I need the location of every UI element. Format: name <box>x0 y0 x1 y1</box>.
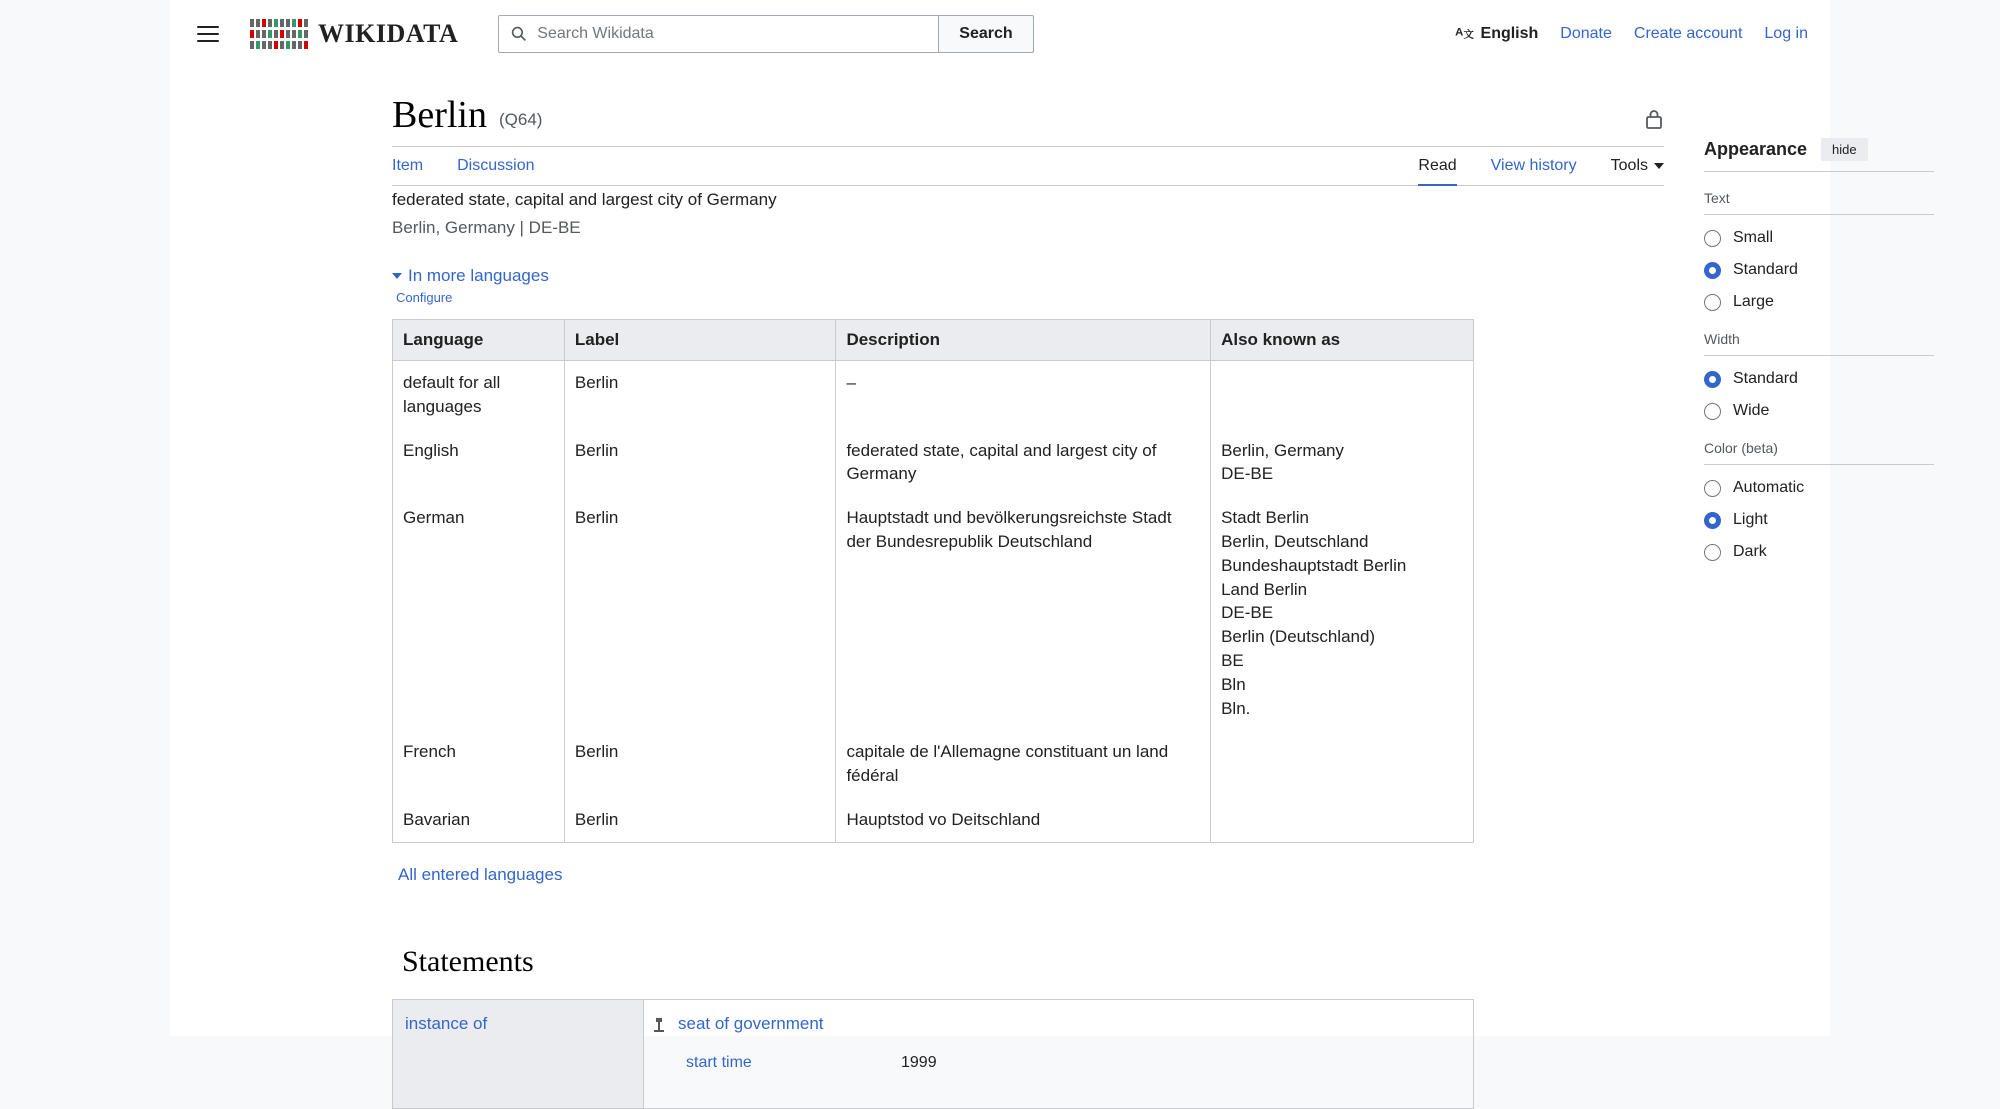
statement-property <box>393 1000 644 1108</box>
alias-entry: Berlin (Deutschland) <box>1221 627 1376 647</box>
radio-width-standard[interactable] <box>1704 370 1934 388</box>
radio-indicator[interactable] <box>1704 544 1721 561</box>
namespace-tabs <box>392 157 534 175</box>
statements-heading: Statements <box>402 944 534 978</box>
search-input[interactable] <box>535 24 938 44</box>
radio-indicator[interactable] <box>1704 480 1721 497</box>
tabs-row <box>392 157 1664 186</box>
radio-label: Automatic <box>1733 479 1805 496</box>
create-account-link[interactable]: Create account <box>1633 25 1743 42</box>
language-terms-table <box>392 319 1474 843</box>
appearance-group-width <box>1704 331 1934 420</box>
entity-description: federated state, capital and largest city of Germany <box>392 190 777 209</box>
column-header-label: Label <box>564 320 836 361</box>
tab-view-history[interactable]: View history <box>1490 157 1577 174</box>
cell-also-known-as <box>1211 730 1474 798</box>
svg-text:A: A <box>1454 25 1463 38</box>
radio-width-wide[interactable] <box>1704 402 1934 420</box>
in-more-languages-toggle[interactable] <box>392 266 1692 286</box>
radio-label: Large <box>1733 293 1774 310</box>
tab-item[interactable]: Item <box>392 157 424 174</box>
search-icon <box>511 26 527 42</box>
hamburger-line <box>197 26 219 28</box>
column-header-language: Language <box>393 320 565 361</box>
radio-color-dark[interactable] <box>1704 543 1934 561</box>
tools-dropdown[interactable] <box>1611 157 1664 175</box>
cell-label: Berlin <box>564 730 836 798</box>
statement-value-link[interactable]: seat of government <box>678 1013 824 1033</box>
table-header-row <box>393 320 1474 361</box>
hamburger-line <box>197 33 219 35</box>
tab-discussion[interactable]: Discussion <box>457 157 535 174</box>
appearance-header <box>1704 138 1934 172</box>
search-box[interactable] <box>498 15 938 53</box>
appearance-group-text <box>1704 190 1934 311</box>
translate-icon <box>1455 24 1474 45</box>
alias-entry: Stadt Berlin <box>1221 508 1309 528</box>
caret-down-icon <box>392 273 402 279</box>
table-row <box>393 429 1474 497</box>
log-in-link[interactable]: Log in <box>1764 25 1808 42</box>
statement-property-link[interactable]: instance of <box>405 1013 488 1033</box>
radio-indicator[interactable] <box>1704 403 1721 420</box>
alias-entry: Bln <box>1221 674 1246 694</box>
radio-indicator[interactable] <box>1704 230 1721 247</box>
table-row <box>393 496 1474 730</box>
cell-label: Berlin <box>564 429 836 497</box>
group-title-color: Color (beta) <box>1704 440 1934 465</box>
alias-entry: Land Berlin <box>1221 579 1308 599</box>
group-title-text: Text <box>1704 190 1934 215</box>
entity-body <box>392 190 1692 1109</box>
main-menu-icon[interactable] <box>186 12 230 56</box>
radio-color-automatic[interactable] <box>1704 479 1934 497</box>
radio-label: Standard <box>1733 370 1798 387</box>
cell-language: Bavarian <box>393 798 565 842</box>
qualifier-value: 1999 <box>901 1053 937 1071</box>
qualifier-property-link[interactable]: start time <box>686 1053 752 1071</box>
radio-label: Wide <box>1733 402 1770 419</box>
alias-entry: Bundeshauptstadt Berlin <box>1221 555 1407 575</box>
entity-aliases: Berlin, Germany | DE-BE <box>392 218 581 237</box>
view-tabs <box>1418 157 1664 175</box>
appearance-title: Appearance <box>1704 139 1808 159</box>
statement-qualifier-row <box>644 1054 1473 1072</box>
alias-entry: BE <box>1221 650 1244 670</box>
column-header-also-known-as: Also known as <box>1211 320 1474 361</box>
cell-language: German <box>393 496 565 730</box>
group-title-width: Width <box>1704 331 1934 356</box>
alias-entry: DE-BE <box>1221 464 1274 484</box>
alias-entry: DE-BE <box>1221 603 1274 623</box>
page-title: Berlin <box>392 94 487 136</box>
configure-link[interactable]: Configure <box>396 290 453 305</box>
language-label: English <box>1480 25 1539 42</box>
radio-indicator-selected[interactable] <box>1704 371 1721 388</box>
alias-entry: Berlin, Germany <box>1221 440 1344 460</box>
table-row <box>393 361 1474 429</box>
cell-also-known-as <box>1211 496 1474 730</box>
alias-entry: Berlin, Deutschland <box>1221 531 1369 551</box>
wikidata-barcode-icon <box>250 19 308 49</box>
radio-indicator[interactable] <box>1704 294 1721 311</box>
entity-id: (Q64) <box>498 110 543 129</box>
header-actions <box>1455 24 1808 45</box>
alias-entry: Bln. <box>1221 698 1251 718</box>
appearance-hide-button[interactable]: hide <box>1821 138 1868 161</box>
cell-description: Hauptstadt und bevölkerungsreichste Stadt der Bundesrepublik Deutschland <box>836 496 1211 730</box>
tab-read[interactable]: Read <box>1418 157 1457 174</box>
cell-description: federated state, capital and largest city of Germany <box>836 429 1211 497</box>
statement-main <box>644 1000 1473 1108</box>
hamburger-line <box>197 40 219 42</box>
cell-description: capitale de l'Allemagne constituant un land fédéral <box>836 730 1211 798</box>
cell-language: default for all languages <box>393 361 565 429</box>
cell-label: Berlin <box>564 496 836 730</box>
radio-color-light[interactable] <box>1704 511 1934 529</box>
cell-label: Berlin <box>564 361 836 429</box>
radio-label: Light <box>1733 511 1768 528</box>
table-row <box>393 798 1474 842</box>
appearance-group-color <box>1704 440 1934 561</box>
radio-label: Standard <box>1733 261 1798 278</box>
lock-icon[interactable] <box>1644 108 1664 130</box>
radio-label: Small <box>1733 229 1774 246</box>
site-logo[interactable] <box>250 19 458 49</box>
in-more-languages-label: In more languages <box>408 266 549 285</box>
table-row <box>393 730 1474 798</box>
cell-label: Berlin <box>564 798 836 842</box>
column-header-description: Description <box>836 320 1211 361</box>
radio-indicator-selected[interactable] <box>1704 512 1721 529</box>
cell-description: – <box>836 361 1211 429</box>
radio-label: Dark <box>1733 543 1767 560</box>
statement-group <box>392 999 1474 1109</box>
site-header <box>170 0 1830 68</box>
cell-language: English <box>393 429 565 497</box>
language-selector[interactable] <box>1455 24 1539 45</box>
content-frame <box>170 0 1857 1071</box>
cell-language: French <box>393 730 565 798</box>
radio-text-large[interactable] <box>1704 293 1934 311</box>
radio-text-small[interactable] <box>1704 229 1934 247</box>
statement-value-row <box>644 1014 1473 1034</box>
donate-link[interactable]: Donate <box>1560 25 1612 42</box>
tools-label: Tools <box>1610 157 1648 174</box>
appearance-panel <box>1704 138 1934 581</box>
all-entered-languages-link[interactable]: All entered languages <box>398 864 563 884</box>
cell-description: Hauptstod vo Deitschland <box>836 798 1211 842</box>
search-area <box>498 15 1033 53</box>
radio-text-standard[interactable] <box>1704 261 1934 279</box>
cell-also-known-as <box>1211 361 1474 429</box>
svg-text:文: 文 <box>1463 29 1474 40</box>
page-title-block <box>392 96 1664 147</box>
chevron-down-icon <box>1654 163 1664 169</box>
site-wordmark: WIKIDATA <box>318 19 459 48</box>
rank-normal-icon[interactable] <box>652 1017 666 1033</box>
search-button[interactable]: Search <box>938 15 1033 53</box>
radio-indicator-selected[interactable] <box>1704 262 1721 279</box>
cell-also-known-as <box>1211 429 1474 497</box>
cell-also-known-as <box>1211 798 1474 842</box>
